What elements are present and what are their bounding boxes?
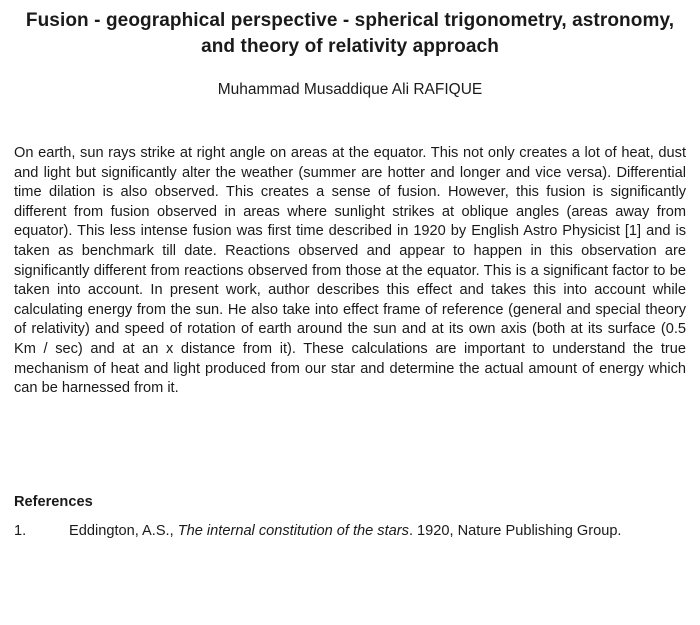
- reference-work-title: The internal constitution of the stars: [177, 522, 409, 539]
- reference-authors: Eddington, A.S.,: [69, 522, 178, 539]
- reference-item: [14, 522, 686, 541]
- paper-title: Fusion - geographical perspective - spherical trigonometry, astronomy, and theory of relativity approach: [25, 10, 675, 57]
- references-heading: References: [14, 493, 93, 510]
- abstract-paragraph: On earth, sun rays strike at right angle on areas at the equator. This not only creates a lot of heat, dust and light but significantly alter the weather (summer are hotter and longer and vice versa). Differential time dilation is also observed. This creates a sense of fusion. However, this fusion is significantly different from fusion observed in areas where sunlight strikes at oblique angles (areas away from equator). This less intense fusion was first time described in 1920 by English Astro Physicist [1] and is taken as benchmark till date. Reactions observed and appear to happen in this observation are significantly different from reactions observed from those at the equator. This is a significant factor to be taken into account. In present work, author describes this effect and takes this into account while calculating energy from the sun. He also take into effect frame of reference (general and special theory of relativity) and speed of rotation of earth around the sun and at its own axis (both at its surface (0.5 Km / sec) and at an x distance from it). These calculations are important to understand the true mechanism of heat and light produced from our star and determine the actual amount of energy which can be harnessed from it.: [14, 145, 686, 397]
- reference-details: . 1920, Nature Publishing Group.: [408, 522, 622, 539]
- reference-number: 1.: [14, 522, 27, 539]
- reference-text: [69, 522, 622, 541]
- paper-author: Muhammad Musaddique Ali RAFIQUE: [217, 81, 483, 98]
